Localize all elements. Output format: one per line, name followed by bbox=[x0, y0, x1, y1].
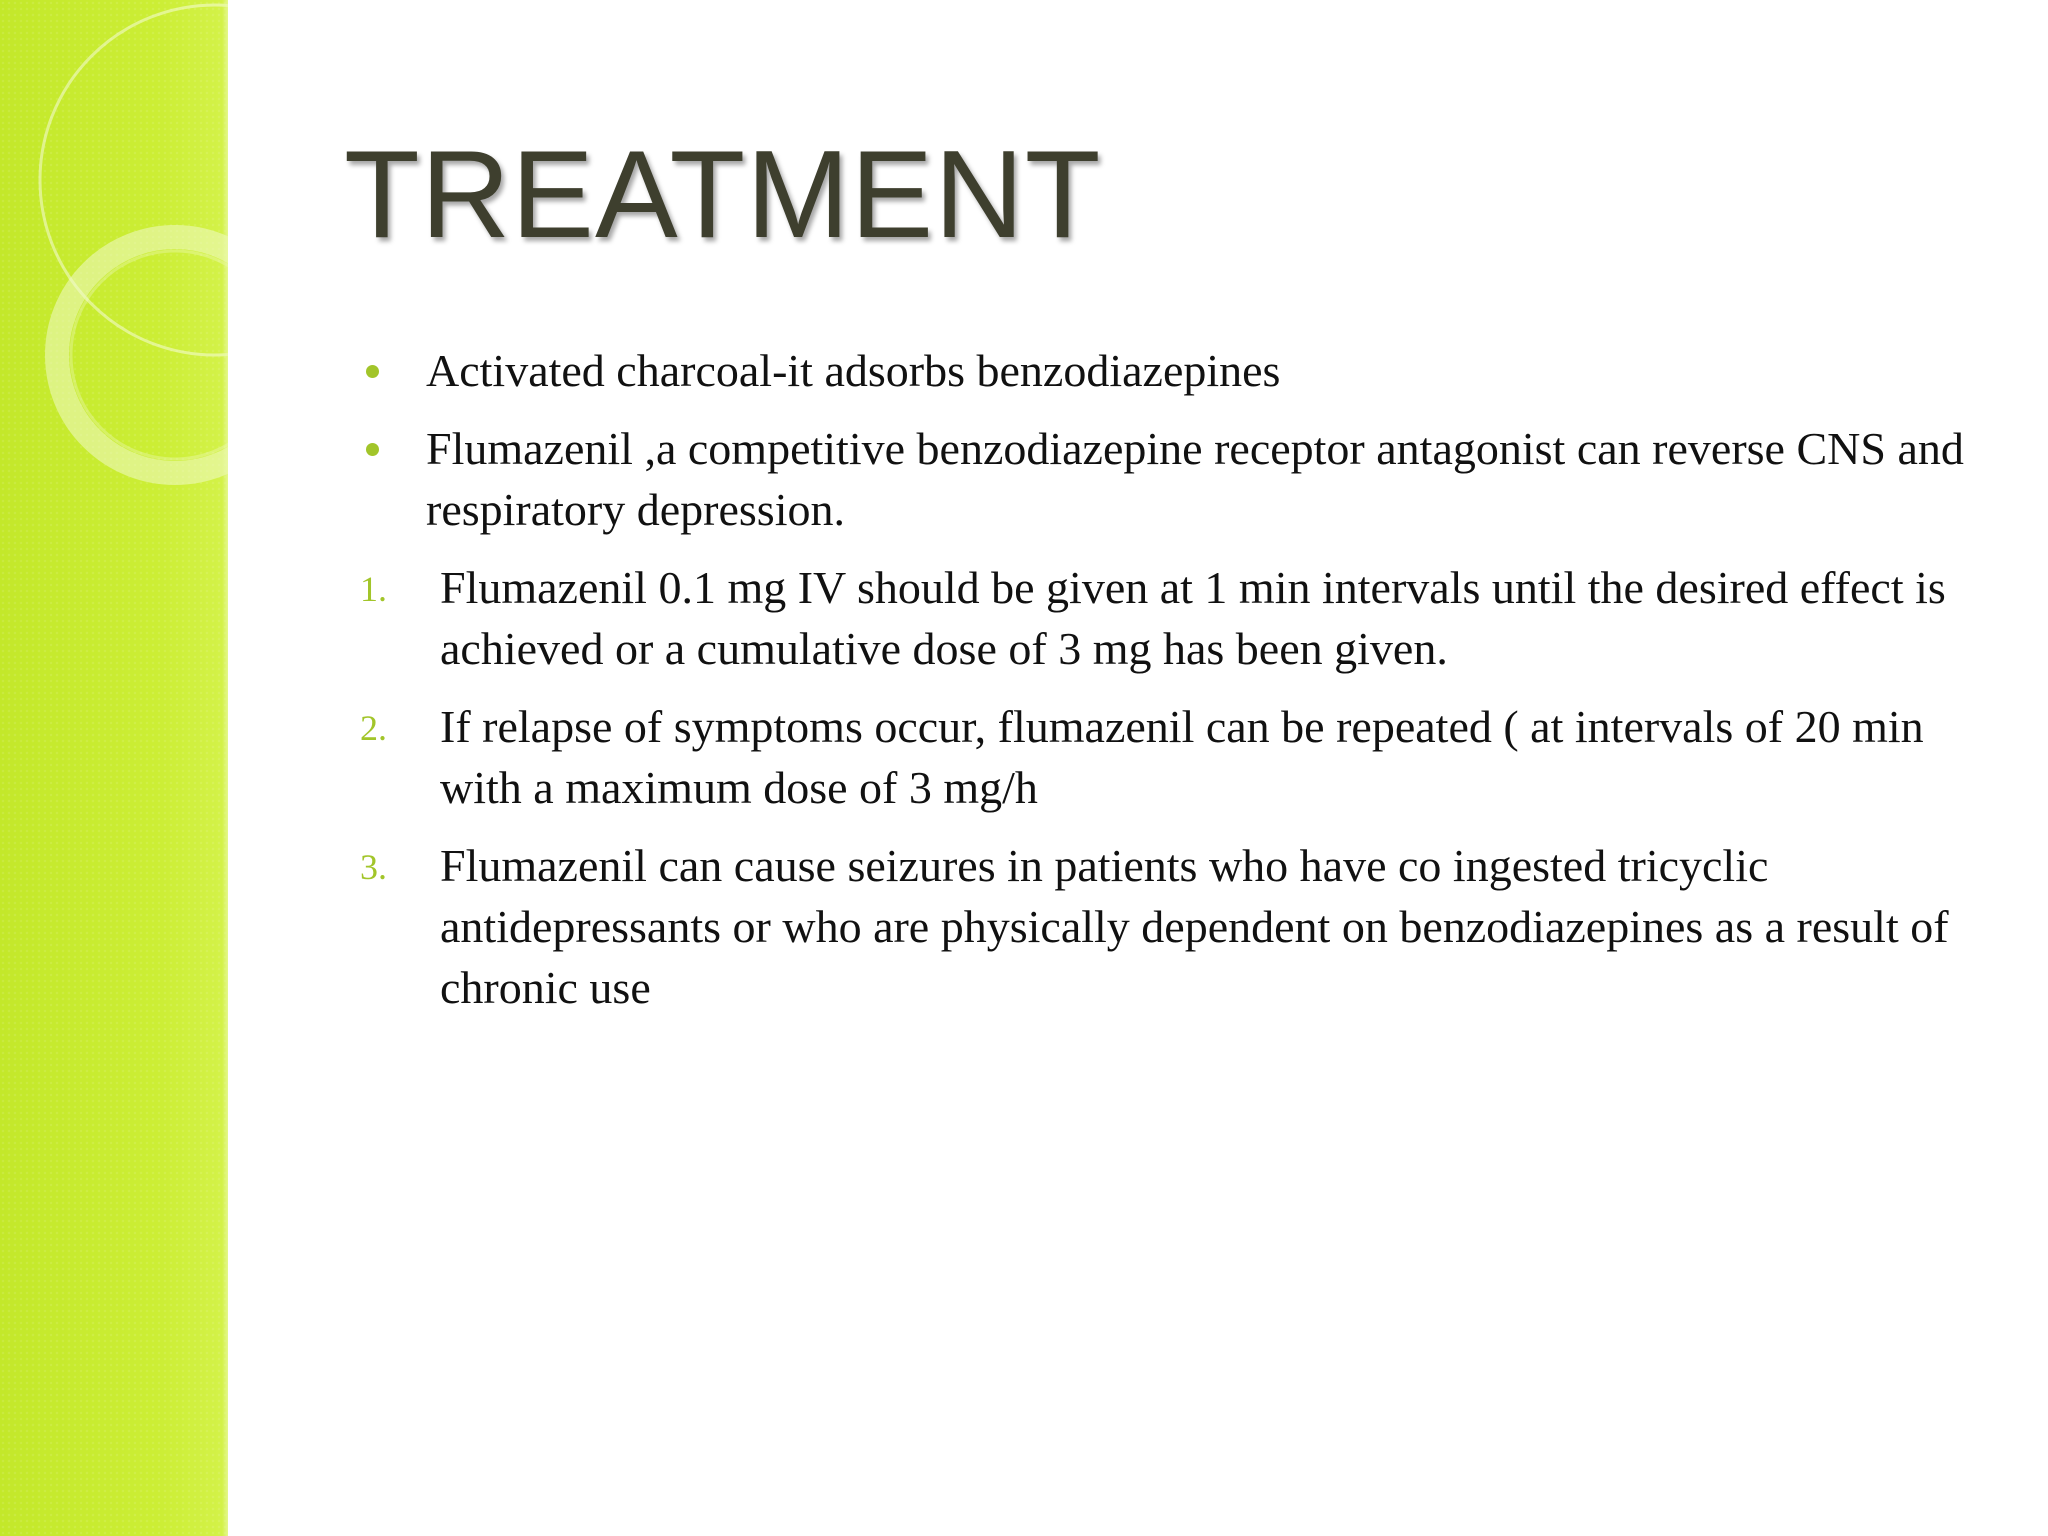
slide-content bbox=[360, 340, 1980, 1035]
bullet-dot-icon bbox=[366, 443, 379, 456]
decorative-rings bbox=[0, 0, 228, 520]
slide-sidebar bbox=[0, 0, 228, 1536]
numbered-text: If relapse of symptoms occur, flumazenil can be repeated ( at intervals of 20 min with a maximum dose of 3 mg/h bbox=[440, 701, 1924, 813]
list-number: 3. bbox=[360, 847, 387, 887]
bullet-item bbox=[360, 418, 1980, 540]
bullet-text: Activated charcoal-it adsorbs benzodiazepines bbox=[426, 345, 1281, 396]
numbered-text: Flumazenil can cause seizures in patients who have co ingested tricyclic antidepressants or who are physically dependent on benzodiazepines as a result of chronic use bbox=[440, 840, 1949, 1013]
bullet-text: Flumazenil ,a competitive benzodiazepine receptor antagonist can reverse CNS and respiratory depression. bbox=[426, 423, 1964, 535]
slide-title: TREATMENT bbox=[344, 126, 1102, 264]
list-number: 2. bbox=[360, 708, 387, 748]
numbered-item bbox=[360, 557, 1980, 679]
sidebar-edge-highlight bbox=[222, 0, 228, 1536]
list-number: 1. bbox=[360, 569, 387, 609]
numbered-text: Flumazenil 0.1 mg IV should be given at 1 min intervals until the desired effect is achieved or a cumulative dose of 3 mg has been given. bbox=[440, 562, 1946, 674]
bullet-item bbox=[360, 340, 1980, 401]
bullet-dot-icon bbox=[366, 365, 379, 378]
numbered-item bbox=[360, 696, 1980, 818]
numbered-item bbox=[360, 835, 1980, 1018]
